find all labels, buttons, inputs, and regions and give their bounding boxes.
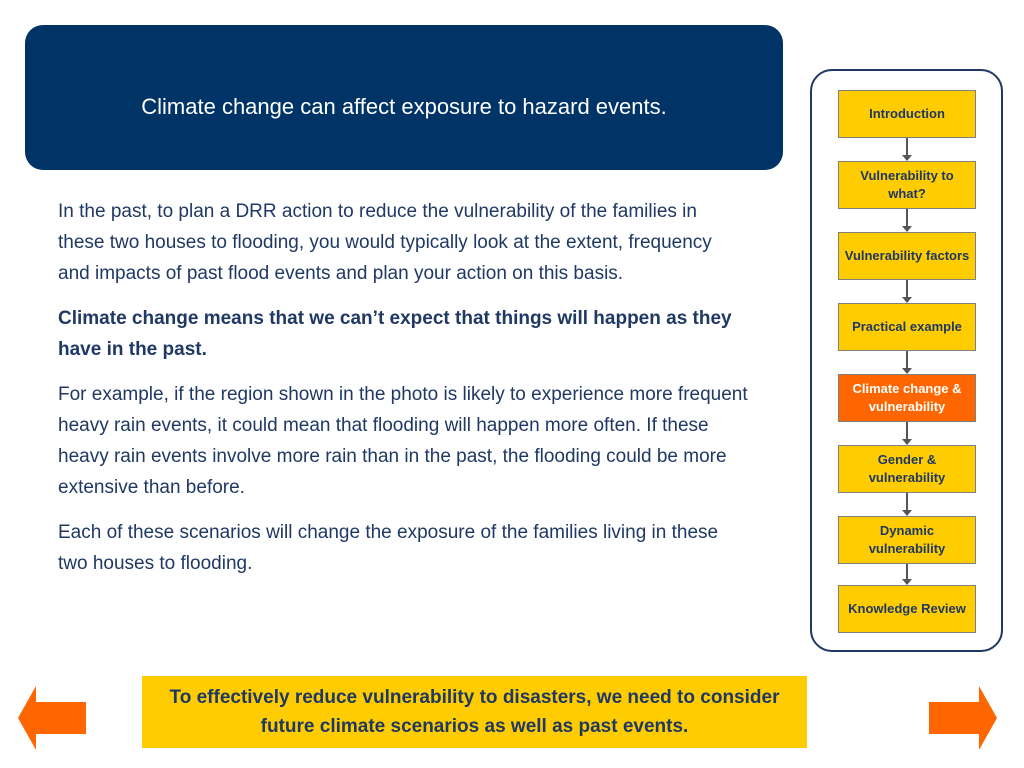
nav-connector-arrow (906, 564, 908, 584)
arrow-right-icon (929, 686, 997, 750)
nav-item-vulnerability-factors[interactable]: Vulnerability factors (838, 232, 976, 280)
key-message-box (142, 676, 807, 748)
title-banner (25, 25, 783, 170)
nav-connector-arrow (906, 209, 908, 231)
nav-item-climate-change-vulnerability[interactable]: Climate change & vulnerability (838, 374, 976, 422)
next-slide-button[interactable] (929, 686, 997, 750)
body-text (58, 196, 748, 593)
nav-connector-arrow (906, 493, 908, 515)
arrow-left-icon (18, 686, 86, 750)
nav-item-knowledge-review[interactable]: Knowledge Review (838, 585, 976, 633)
nav-item-gender-vulnerability[interactable]: Gender & vulnerability (838, 445, 976, 493)
previous-slide-button[interactable] (18, 686, 86, 750)
nav-connector-arrow (906, 138, 908, 160)
key-message-text: To effectively reduce vulnerability to disasters, we need to consider future climate scenarios as well as past events. (169, 687, 780, 737)
body-paragraph-emphasis: Climate change means that we can’t expect that things will happen as they have in the past. (58, 308, 732, 360)
nav-item-dynamic-vulnerability[interactable]: Dynamic vulnerability (838, 516, 976, 564)
slide-title: Climate change can affect exposure to hazard events. (141, 94, 667, 119)
nav-item-practical-example[interactable]: Practical example (838, 303, 976, 351)
body-paragraph: In the past, to plan a DRR action to reduce the vulnerability of the families in these two houses to flooding, you would typically look at the extent, frequency and impacts of past flood events and plan your action on this basis. (58, 201, 712, 284)
nav-item-introduction[interactable]: Introduction (838, 90, 976, 138)
nav-connector-arrow (906, 422, 908, 444)
body-paragraph: For example, if the region shown in the photo is likely to experience more frequent heavy rain events, it could mean that flooding will happen more often. If these heavy rain events involve more rain than in the past, the flooding could be more extensive than before. (58, 384, 748, 498)
nav-connector-arrow (906, 351, 908, 373)
nav-connector-arrow (906, 280, 908, 302)
nav-item-vulnerability-to-what[interactable]: Vulnerability to what? (838, 161, 976, 209)
body-paragraph: Each of these scenarios will change the exposure of the families living in these two houses to flooding. (58, 522, 719, 574)
